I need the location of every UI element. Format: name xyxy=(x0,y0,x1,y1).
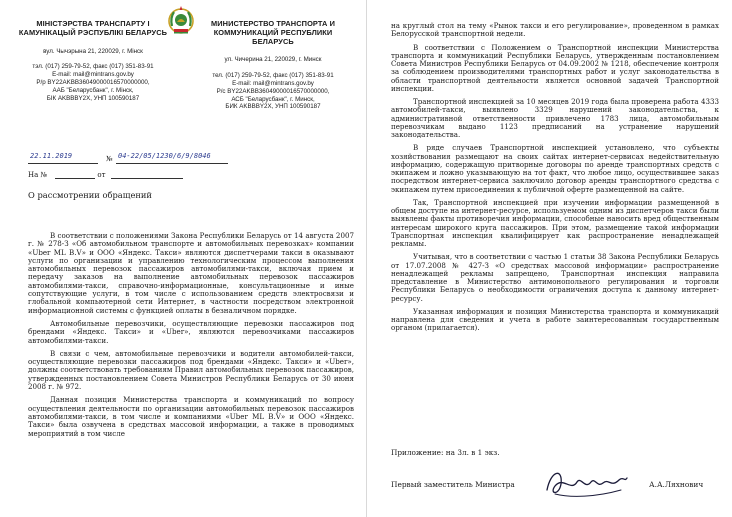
paragraph: Автомобильные перевозчики, осуществляющие перевозки пассажиров под брендами «Яндекс. Такси» и «Uber», являются перевозчиками пассажиров автомобилями-такси. xyxy=(28,318,354,345)
outgoing-date: 22.11.2019 xyxy=(30,152,73,160)
signature-block xyxy=(391,474,721,510)
email-by: E-mail: mail@mintrans.gov.by xyxy=(52,71,134,79)
letter-body-part-2 xyxy=(391,22,719,338)
incoming-reference xyxy=(28,170,183,179)
paragraph: В связи с чем, автомобильные перевозчики и водители автомобилей-такси, осуществляющие перевозки пассажиров под брендами «Яндекс. Такси» и «Uber», должны соответствовать требованиям Правил автомобильных перевозок пассажиров, утвержденных постановлением Совета Министров Республики Беларусь от 30 июня 2008 г. № 972. xyxy=(28,348,354,392)
paragraph: В соответствии с положениями Закона Республики Беларусь от 14 августа 2007 г. № 278-З «Об автомобильном транспорте и автомобильных перевозках» компании «Uber ML B.V» и ООО «Яндекс. Такси» являются диспетчерами такси в оказывают услуги по организации и управлению технологическим процессом выполнения автомобильных перевозок пассажиров автомобилями-такси, включая прием и передачу заказов на выполнение автомобильных перевозок пассажиров автомобилями-такси, справочно-информационные, консультационные и иные сопутствующие услуги, в том числе с использованием средств электросвязи и глобальной компьютерной сети Интернет, в частности посредством электронной информационной системы с функцией оплаты в безналичном порядке. xyxy=(28,231,354,315)
bic-by: БІК AKBBBY2X, УНП 100590187 xyxy=(46,94,140,102)
outgoing-number: 04-22/05/1230/6/9/8046 xyxy=(118,152,211,160)
phone-ru: тел. (017) 259-79-52, факс (017) 351-83-91 xyxy=(212,72,334,80)
address-ru: ул. Чичерина 21, 220029, г. Минск xyxy=(224,56,322,64)
bic-ru: БИК AKBBBY2X, УНП 100590187 xyxy=(225,103,321,111)
paragraph: Указанная информация и позиция Министерства транспорта и коммуникаций направлена для сведения и учета в работе заинтересованным государственным органом (прилагается). xyxy=(391,306,719,333)
paragraph-continuation: на круглый стол на тему «Рынок такси и его регулирование», проведенном в рамках Белорусской транспортной недели. xyxy=(391,21,719,39)
contacts-by xyxy=(18,63,168,102)
handwritten-signature-icon xyxy=(541,464,631,504)
paragraph: В соответствии с Положением о Транспортной инспекции Министерства транспорта и коммуникаций Республики Беларусь, утвержденным постановлением Совета Министров Республики Беларусь от 04.09.2002 № 1218, обеспечение контроля за соблюдением производителями транспортных работ и услуг законодательства в области транспортной деятельности является основной задачей Транспортной инспекции. xyxy=(391,42,719,93)
letter-page-2 xyxy=(366,0,732,517)
date-underline xyxy=(28,163,98,164)
letter-body-part-1 xyxy=(28,232,354,443)
paragraph: Учитывая, что в соответствии с частью 1 статьи 38 Закона Республики Беларусь от 17.07.2008 № 427-З «О средствах массовой информации» распространение ненадлежащей рекламы запрещено, Транспортная инспекция направила представление в Министерство антимонопольного регулирования и торговли Республики Беларусь о необходимости ограничения доступа к данному интернет-ресурсу. xyxy=(391,252,719,303)
account-by: Р/р BY22AKBB36049000016570000000, xyxy=(36,78,150,86)
ministry-name-ru: МИНИСТЕРСТВО ТРАНСПОРТА И КОММУНИКАЦИЙ РЕСПУБЛИКИ БЕЛАРУСЬ xyxy=(210,19,336,46)
header-russian xyxy=(198,20,348,111)
account-ru: Р/с BY22AKBB36049000016570000000, xyxy=(216,87,330,95)
signatory-name: А.А.Ляхнович xyxy=(649,480,704,489)
number-underline xyxy=(116,163,228,164)
email-ru: E-mail: mail@mintrans.gov.by xyxy=(232,79,314,87)
incoming-date-blank xyxy=(111,170,183,179)
incoming-from-label: от xyxy=(97,171,106,179)
paragraph: В ряде случаев Транспортной инспекцией установлено, что субъекты хозяйствования размещают на своих сайтах интернет-сервисах недействительную информацию, содержащую притворные договоры по аренде транспортных средств с экипажем и ложно указывающую на тот факт, что любое лицо, осуществившее заказ посредством интернет-сервиса заключило договор аренды транспортного средства с экипажем путем присоединения к публичной оферте размещенной на сайте. xyxy=(391,143,719,194)
state-emblem-icon xyxy=(166,4,196,38)
paragraph: Транспортной инспекцией за 10 месяцев 2019 года была проверена работа 4333 автомобилей-такси, выявлено 3329 нарушений законодательства, к административной ответственности привлечено 1783 лица, автомобильным перевозчикам выдано 1123 предписаний на устранение нарушений законодательства. xyxy=(391,97,719,139)
number-label: № xyxy=(106,155,113,163)
address-by: вул. Чычэрына 21, 220029, г. Мінск xyxy=(43,47,143,55)
ministry-name-by: МІНІСТЭРСТВА ТРАНСПАРТУ І КАМУНІКАЦЫЙ РЭСПУБЛІКІ БЕЛАРУСЬ xyxy=(18,19,168,37)
incoming-prefix: На № xyxy=(28,171,48,179)
letter-subject: О рассмотрении обращений xyxy=(28,190,152,200)
outgoing-registration xyxy=(28,152,366,170)
incoming-number-blank xyxy=(55,170,95,179)
paragraph: Так, Транспортной инспекцией при изучении информации размещенной в общем доступе на интернет-ресурсе, используемом одним из диспетчеров такси были выявлены факты противоречия информации, способные наносить вред общественным интересам широкого круга пассажиров. При этом, размещение такой информации Транспортная инспекция квалифицирует как распространение ненадлежащей рекламы. xyxy=(391,197,719,248)
header-belarusian xyxy=(18,20,168,102)
signatory-title: Первый заместитель Министра xyxy=(391,480,515,489)
bank-by: ААБ "Беларусбанк", г. Мінск, xyxy=(52,86,134,94)
paragraph: Данная позиция Министерства транспорта и коммуникаций по вопросу осуществления деятельности по организации автомобильных перевозок пассажиров автомобилями-такси, в том числе и компаниями «Uber ML B.V» и ООО «Яндекс. Такси» была озвучена в средствах массовой информации, а также в проводимых мероприятий в том числе xyxy=(28,395,354,438)
contacts-ru xyxy=(198,72,348,111)
attachment-note: Приложение: на 3л. в 1 экз. xyxy=(391,448,500,457)
bank-ru: АСБ "Беларусбанк", г. Минск, xyxy=(231,95,315,103)
phone-by: тэл. (017) 259-79-52, факс (017) 351-83-91 xyxy=(32,63,154,71)
